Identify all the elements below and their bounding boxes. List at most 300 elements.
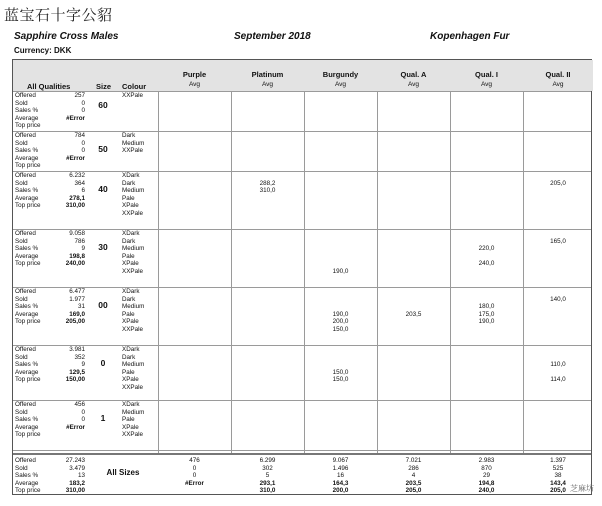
colour-list xyxy=(122,172,144,218)
stat-value: 6.477 xyxy=(69,288,85,295)
price-cell xyxy=(523,172,593,187)
colour-list xyxy=(122,288,144,334)
totals-value: 4 xyxy=(411,472,416,480)
stat-row xyxy=(15,238,85,246)
totals-value: 302 xyxy=(262,464,273,472)
stat-label: Top price xyxy=(15,260,41,268)
totals-value: 293,1 xyxy=(259,479,276,487)
stat-value: 310,00 xyxy=(65,487,85,495)
price-value xyxy=(450,238,523,246)
colour-item: XXPale xyxy=(122,267,144,275)
price-value xyxy=(450,296,523,304)
column-header-name: Qual. I xyxy=(475,70,498,79)
stat-value: 129,5 xyxy=(69,368,85,376)
price-value: 205,0 xyxy=(550,179,566,187)
price-value xyxy=(304,296,377,304)
stat-row xyxy=(15,100,85,108)
stat-row xyxy=(15,346,85,354)
colour-item: XDark xyxy=(122,230,140,237)
size-block xyxy=(13,171,593,229)
price-value: 240,0 xyxy=(478,260,495,268)
table-left-header xyxy=(13,60,158,91)
price-cell xyxy=(523,346,593,384)
row-divider xyxy=(13,453,591,455)
stat-value: 198,8 xyxy=(69,252,85,260)
colour-item: Pale xyxy=(122,310,135,318)
size-block xyxy=(13,229,593,287)
report-date: September 2018 xyxy=(234,31,311,42)
all-qualities-header: All Qualities xyxy=(27,82,71,91)
stat-value: 1.977 xyxy=(69,295,85,303)
size-label: 1 xyxy=(100,413,106,423)
column-header-avg: Avg xyxy=(407,81,420,88)
stat-label: Offered xyxy=(15,457,36,464)
stat-row xyxy=(15,180,85,188)
stat-value: 13 xyxy=(77,472,85,480)
column-header-4 xyxy=(377,60,450,91)
stat-label: Top price xyxy=(15,487,41,495)
page-title: 蓝宝石十字公貂 xyxy=(4,6,113,24)
colour-item: Dark xyxy=(122,179,136,187)
stat-value: 27.243 xyxy=(65,457,85,464)
price-value xyxy=(377,288,450,296)
stat-row xyxy=(15,409,85,417)
size-block xyxy=(13,345,593,400)
block-stats xyxy=(15,230,85,268)
stat-label: Sold xyxy=(15,139,28,147)
stat-value: 0 xyxy=(81,147,85,155)
stat-row xyxy=(15,155,85,163)
price-value xyxy=(523,354,593,362)
colour-list xyxy=(122,401,144,439)
stat-label: Offered xyxy=(15,230,36,237)
stat-value: 0 xyxy=(81,107,85,115)
price-value xyxy=(450,288,523,296)
stat-label: Sales % xyxy=(15,472,39,480)
stat-label: Average xyxy=(15,114,39,122)
column-header-2 xyxy=(231,60,304,91)
price-cell xyxy=(450,288,523,326)
price-value: 200,0 xyxy=(332,318,349,326)
stat-value: 9 xyxy=(81,245,85,253)
colour-item: Pale xyxy=(122,252,135,260)
colour-item: XXPale xyxy=(122,147,144,155)
column-header-6 xyxy=(523,60,593,91)
stat-label: Top price xyxy=(15,318,41,326)
stat-value: 364 xyxy=(74,179,85,187)
row-divider xyxy=(13,450,591,451)
price-value: 180,0 xyxy=(478,303,495,311)
stat-row xyxy=(15,457,85,465)
stat-label: Average xyxy=(15,194,39,202)
totals-block xyxy=(13,456,593,496)
column-header-3 xyxy=(304,60,377,91)
price-value xyxy=(523,172,593,180)
price-cell xyxy=(304,346,377,384)
price-value: 165,0 xyxy=(550,237,566,245)
colour-item: XDark xyxy=(122,288,140,295)
stat-row xyxy=(15,187,85,195)
stat-value: 240,00 xyxy=(65,260,85,268)
size-label: 30 xyxy=(98,242,108,252)
stat-value: 784 xyxy=(74,132,85,139)
stat-value: 169,0 xyxy=(69,310,85,318)
stat-label: Sales % xyxy=(15,416,39,424)
totals-value: 9.067 xyxy=(332,457,349,464)
totals-value: 200,0 xyxy=(332,487,349,495)
price-value: 150,0 xyxy=(332,368,349,376)
colour-header: Colour xyxy=(122,82,147,91)
price-value xyxy=(523,369,593,377)
watermark: 芝麻坊 xyxy=(570,484,594,493)
stat-value: 205,00 xyxy=(65,318,85,326)
column-header-5 xyxy=(450,60,523,91)
stat-value: 6.232 xyxy=(69,172,85,179)
price-value xyxy=(377,303,450,311)
report-name: Sapphire Cross Males xyxy=(14,31,119,42)
price-value xyxy=(523,288,593,296)
stat-label: Sales % xyxy=(15,361,39,369)
colour-item: XXPale xyxy=(122,431,144,439)
stat-value: 0 xyxy=(81,416,85,424)
colour-item: XPale xyxy=(122,318,139,326)
stat-value: 0 xyxy=(81,408,85,416)
price-value xyxy=(304,260,377,268)
stat-row xyxy=(15,172,85,180)
colour-item: Medium xyxy=(122,139,145,147)
stat-label: Sales % xyxy=(15,147,39,155)
colour-item: Dark xyxy=(122,295,136,303)
stat-row xyxy=(15,361,85,369)
stat-row xyxy=(15,465,85,473)
stat-value: 0 xyxy=(81,99,85,107)
colour-item: Dark xyxy=(122,353,136,361)
price-value: 150,0 xyxy=(332,325,349,333)
stat-row xyxy=(15,162,85,170)
stat-row xyxy=(15,230,85,238)
price-value: 114,0 xyxy=(550,376,566,384)
stat-label: Sold xyxy=(15,237,28,245)
stat-row xyxy=(15,318,85,326)
stat-value: 352 xyxy=(74,353,85,361)
stat-value: 3.479 xyxy=(69,464,85,472)
totals-value: 525 xyxy=(552,464,564,472)
size-block xyxy=(13,287,593,345)
price-value xyxy=(304,361,377,369)
totals-value: 1.397 xyxy=(550,457,566,464)
stat-value: 31 xyxy=(77,303,85,311)
stat-label: Offered xyxy=(15,92,36,99)
totals-cell xyxy=(304,457,377,495)
column-header-1 xyxy=(158,60,231,91)
stat-label: Sold xyxy=(15,99,28,107)
totals-value: 286 xyxy=(408,464,419,472)
price-value xyxy=(523,230,593,238)
totals-value: 205,0 xyxy=(405,487,422,495)
stat-row xyxy=(15,376,85,384)
price-cell xyxy=(377,288,450,318)
totals-value: 0 xyxy=(192,464,197,472)
stat-row xyxy=(15,260,85,268)
price-value xyxy=(231,172,304,180)
totals-value: 240,0 xyxy=(478,487,495,495)
totals-value: #Error xyxy=(185,479,204,487)
stat-label: Average xyxy=(15,423,39,431)
totals-value: 476 xyxy=(189,457,200,464)
totals-value: 205,0 xyxy=(550,487,566,495)
price-value xyxy=(304,354,377,362)
block-stats xyxy=(15,92,85,130)
stat-row xyxy=(15,245,85,253)
stat-label: Top price xyxy=(15,376,41,384)
all-sizes-label: All Sizes xyxy=(106,468,140,477)
price-value: 310,0 xyxy=(259,187,276,195)
size-label: 0 xyxy=(100,358,106,368)
price-value xyxy=(377,296,450,304)
stat-row xyxy=(15,480,85,488)
price-value: 203,5 xyxy=(405,310,422,318)
colour-list xyxy=(122,346,144,392)
stat-value: 3.981 xyxy=(69,346,85,353)
stat-label: Average xyxy=(15,252,39,260)
colour-item: XXPale xyxy=(122,383,144,391)
size-label: 40 xyxy=(98,184,108,194)
colour-item: Medium xyxy=(122,361,145,369)
colour-item: XXPale xyxy=(122,92,144,99)
colour-item: XPale xyxy=(122,202,139,210)
stat-label: Sold xyxy=(15,179,28,187)
column-header-avg: Avg xyxy=(480,81,493,88)
stat-label: Top price xyxy=(15,162,41,170)
colour-item: XPale xyxy=(122,376,139,384)
totals-value: 870 xyxy=(481,464,492,472)
stat-value: 257 xyxy=(74,92,85,99)
size-label: 00 xyxy=(98,300,108,310)
stat-value: 6 xyxy=(81,187,85,195)
price-value xyxy=(304,346,377,354)
colour-item: Medium xyxy=(122,303,145,311)
totals-value: 194,8 xyxy=(478,479,495,487)
stat-value: 9.058 xyxy=(69,230,85,237)
stat-row xyxy=(15,107,85,115)
stat-label: Average xyxy=(15,154,39,162)
stat-label: Top price xyxy=(15,431,41,439)
column-header-name: Qual. A xyxy=(400,70,427,79)
stat-row xyxy=(15,140,85,148)
size-block xyxy=(13,400,593,450)
totals-value: 1.496 xyxy=(332,464,349,472)
stat-value: 150,00 xyxy=(65,376,85,384)
column-header-avg: Avg xyxy=(334,81,347,88)
stat-value: 786 xyxy=(74,237,85,245)
stat-value: 278,1 xyxy=(69,194,85,202)
colour-item: Medium xyxy=(122,408,145,416)
stat-row xyxy=(15,202,85,210)
totals-cell xyxy=(158,457,231,495)
totals-cell xyxy=(377,457,450,495)
stat-label: Sales % xyxy=(15,245,39,253)
colour-item: XPale xyxy=(122,260,139,268)
stat-row xyxy=(15,288,85,296)
currency-label: Currency: DKK xyxy=(14,46,72,55)
stat-row xyxy=(15,401,85,409)
size-block xyxy=(13,91,593,131)
price-cell xyxy=(231,172,304,195)
size-label: 60 xyxy=(98,100,108,110)
stat-label: Offered xyxy=(15,172,36,179)
stat-row xyxy=(15,296,85,304)
stat-value: 456 xyxy=(74,401,85,408)
column-header-name: Burgundy xyxy=(322,70,359,79)
stat-label: Sold xyxy=(15,353,28,361)
stat-row xyxy=(15,369,85,377)
stat-row xyxy=(15,195,85,203)
stat-value: #Error xyxy=(66,154,85,162)
block-stats xyxy=(15,288,85,326)
price-value xyxy=(450,253,523,261)
totals-stats xyxy=(15,457,85,495)
colour-list xyxy=(122,92,143,100)
column-header-name: Purple xyxy=(182,70,207,79)
price-cell xyxy=(304,230,377,276)
stat-value: 0 xyxy=(81,139,85,147)
block-stats xyxy=(15,172,85,210)
price-value: 140,0 xyxy=(550,295,566,303)
stat-row xyxy=(15,487,85,495)
stat-row xyxy=(15,424,85,432)
colour-item: XDark xyxy=(122,346,140,353)
stat-row xyxy=(15,431,85,439)
totals-value: 6.299 xyxy=(259,457,276,464)
totals-value: 164,3 xyxy=(332,479,349,487)
stat-label: Sold xyxy=(15,464,28,472)
stat-row xyxy=(15,115,85,123)
totals-value: 5 xyxy=(265,472,270,480)
stat-label: Sold xyxy=(15,408,28,416)
stat-value: 183,2 xyxy=(69,479,85,487)
stat-row xyxy=(15,303,85,311)
price-cell xyxy=(523,230,593,245)
size-label: 50 xyxy=(98,144,108,154)
price-value xyxy=(304,230,377,238)
stat-value: #Error xyxy=(66,114,85,122)
totals-value: 310,0 xyxy=(259,487,276,495)
stat-row xyxy=(15,311,85,319)
column-header-name: Platinum xyxy=(251,70,284,79)
price-value xyxy=(304,245,377,253)
block-stats xyxy=(15,346,85,384)
price-value xyxy=(304,303,377,311)
stat-label: Offered xyxy=(15,132,36,139)
price-value xyxy=(304,288,377,296)
stat-value: #Error xyxy=(66,423,85,431)
totals-value: 16 xyxy=(336,472,344,480)
stat-row xyxy=(15,92,85,100)
stat-label: Sales % xyxy=(15,187,39,195)
colour-item: Pale xyxy=(122,368,135,376)
totals-value: 143,4 xyxy=(550,479,566,487)
price-value xyxy=(304,253,377,261)
totals-value: 7.021 xyxy=(405,457,422,464)
size-block xyxy=(13,131,593,171)
colour-item: XPale xyxy=(122,423,139,431)
stat-row xyxy=(15,147,85,155)
stat-row xyxy=(15,472,85,480)
stat-label: Sales % xyxy=(15,107,39,115)
colour-list xyxy=(122,132,144,155)
totals-cell xyxy=(231,457,304,495)
stat-row xyxy=(15,132,85,140)
size-header: Size xyxy=(96,82,112,91)
totals-cell xyxy=(450,457,523,495)
stat-row xyxy=(15,416,85,424)
colour-item: XDark xyxy=(122,172,140,179)
price-value xyxy=(450,230,523,238)
column-header-avg: Avg xyxy=(188,81,201,88)
totals-value: 29 xyxy=(482,472,490,480)
block-stats xyxy=(15,132,85,170)
column-header-avg: Avg xyxy=(261,81,274,88)
stat-label: Offered xyxy=(15,288,36,295)
colour-item: XDark xyxy=(122,401,140,408)
stat-row xyxy=(15,122,85,130)
stat-value: 310,00 xyxy=(65,202,85,210)
stat-row xyxy=(15,354,85,362)
colour-item: XXPale xyxy=(122,325,144,333)
totals-value: 203,5 xyxy=(405,479,422,487)
stat-label: Top price xyxy=(15,122,41,130)
colour-item: Pale xyxy=(122,194,135,202)
totals-value: 38 xyxy=(554,472,562,480)
auction-report-table xyxy=(12,59,592,495)
block-stats xyxy=(15,401,85,439)
column-header-name: Qual. II xyxy=(545,70,571,79)
colour-item: Dark xyxy=(122,237,136,245)
stat-label: Sold xyxy=(15,295,28,303)
price-value xyxy=(523,346,593,354)
colour-item: Pale xyxy=(122,416,135,424)
stat-label: Sales % xyxy=(15,303,39,311)
price-value xyxy=(304,238,377,246)
price-value: 110,0 xyxy=(550,361,566,369)
totals-value xyxy=(158,487,231,495)
colour-item: XXPale xyxy=(122,209,144,217)
price-value: 220,0 xyxy=(478,245,495,253)
stat-row xyxy=(15,253,85,261)
stat-label: Average xyxy=(15,310,39,318)
price-cell xyxy=(523,288,593,303)
price-value: 150,0 xyxy=(332,376,349,384)
price-cell xyxy=(304,288,377,334)
price-cell xyxy=(450,230,523,268)
stat-label: Top price xyxy=(15,202,41,210)
colour-item: Medium xyxy=(122,187,145,195)
price-value: 190,0 xyxy=(332,267,349,275)
column-header-avg: Avg xyxy=(552,81,564,88)
colour-item: Dark xyxy=(122,132,136,139)
report-source: Kopenhagen Fur xyxy=(430,31,510,42)
totals-value: 2.983 xyxy=(478,457,495,464)
price-value: 190,0 xyxy=(478,318,495,326)
colour-list xyxy=(122,230,144,276)
price-value: 190,0 xyxy=(332,310,349,318)
stat-label: Average xyxy=(15,479,39,487)
stat-label: Average xyxy=(15,368,39,376)
stat-label: Offered xyxy=(15,401,36,408)
price-value: 175,0 xyxy=(478,310,495,318)
stat-value: 9 xyxy=(81,361,85,369)
price-value: 288,2 xyxy=(259,179,276,187)
